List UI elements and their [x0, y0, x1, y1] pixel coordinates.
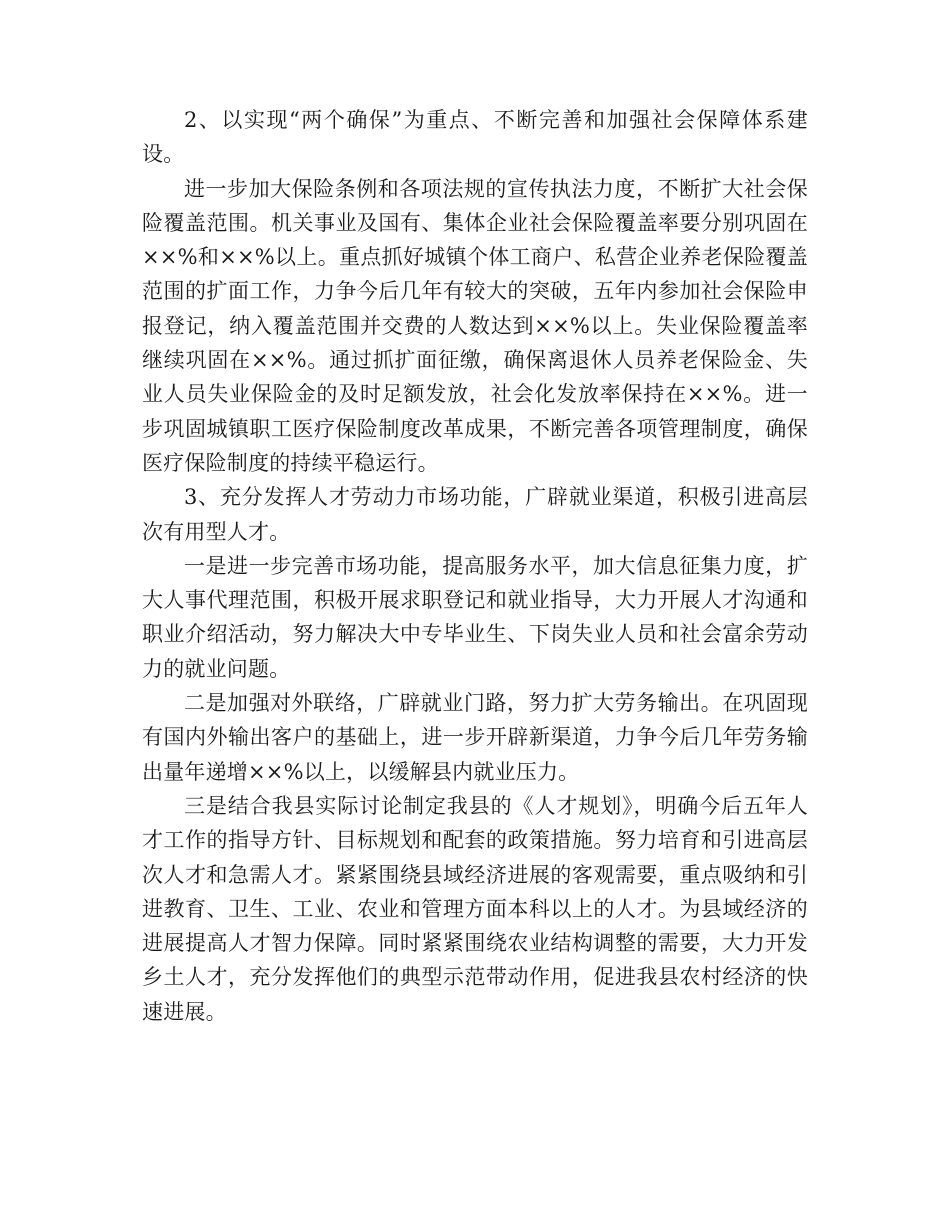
- heading-talent-market: 3、充分发挥人才劳动力市场功能，广辟就业渠道，积极引进高层次有用型人才。: [142, 485, 808, 544]
- document-page: [142, 103, 808, 1029]
- paragraph-talent-plan: 三是结合我县实际讨论制定我县的《人才规划》，明确今后五年人才工作的指导方针、目标规划和配套的政策措施。努力培育和引进高层次人才和急需人才。紧紧围绕县域经济进展的客观需要，重点吸纳和引进教育、卫生、工业、农业和管理方面本科以上的人才。为县域经济的进展提高人才智力保障。同时紧紧围绕农业结构调整的需要，大力开发乡土人才，充分发挥他们的典型示范带动作用，促进我县农村经济的快速进展。: [142, 793, 808, 1024]
- paragraph-market-function: 一是进一步完善市场功能，提高服务水平，加大信息征集力度，扩大人事代理范围，积极开展求职登记和就业指导，大力开展人才沟通和职业介绍活动，努力解决大中专毕业生、下岗失业人员和社会富余劳动力的就业问题。: [142, 553, 808, 681]
- paragraph-social-insurance: 进一步加大保险条例和各项法规的宣传执法力度，不断扩大社会保险覆盖范围。机关事业及国有、集体企业社会保险覆盖率要分别巩固在××%和××%以上。重点抓好城镇个体工商户、私营企业养老保险覆盖范围的扩面工作，力争今后几年有较大的突破，五年内参加社会保险申报登记，纳入覆盖范围并交费的人数达到××%以上。失业保险覆盖率继续巩固在××%。通过抓扩面征缴，确保离退休人员养老保险金、失业人员失业保险金的及时足额发放，社会化发放率保持在××%。进一步巩固城镇职工医疗保险制度改革成果，不断完善各项管理制度，确保医疗保险制度的持续平稳运行。: [142, 176, 808, 475]
- heading-social-security: 2、以实现“两个确保”为重点、不断完善和加强社会保障体系建设。: [142, 108, 808, 167]
- paragraph-labor-export: 二是加强对外联络，广辟就业门路，努力扩大劳务输出。在巩固现有国内外输出客户的基础上，进一步开辟新渠道，力争今后几年劳务输出量年递增××%以上，以缓解县内就业压力。: [142, 691, 808, 784]
